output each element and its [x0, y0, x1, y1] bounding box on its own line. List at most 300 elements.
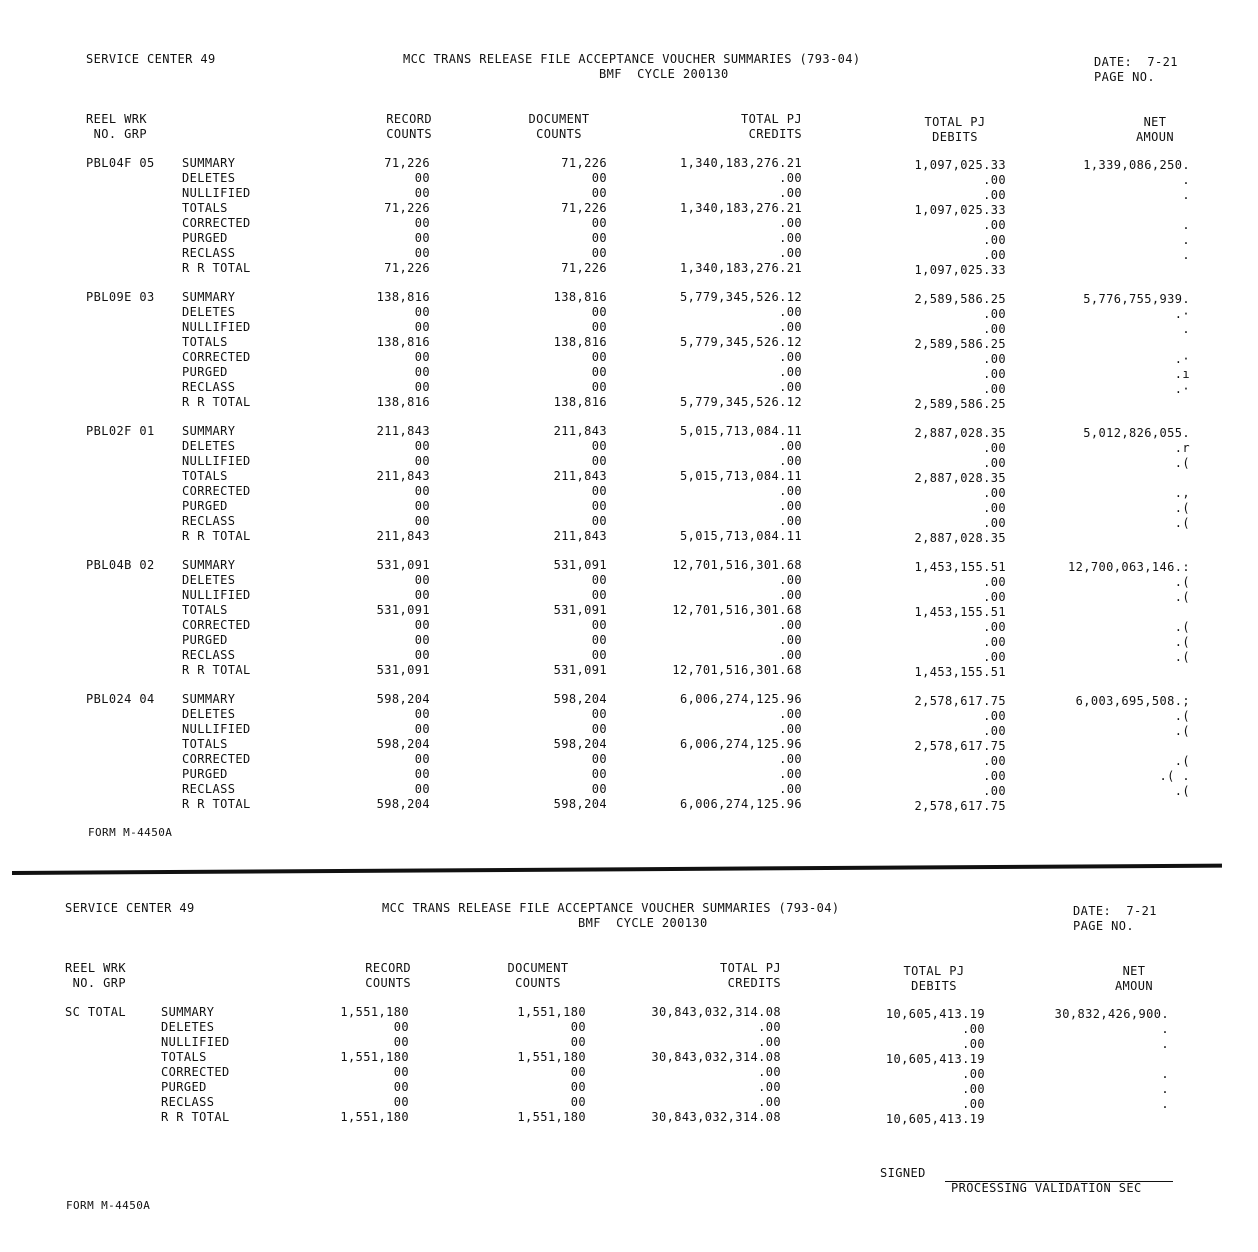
pj-debits: 1,097,025.33	[914, 263, 1006, 277]
document-count: 00	[570, 1095, 586, 1109]
column-header-net: AMOUN	[1135, 130, 1175, 144]
row-label: TOTALS	[182, 335, 228, 349]
report-subtitle: BMF CYCLE 200130	[578, 916, 708, 930]
record-count: 00	[414, 767, 430, 781]
document-count: 71,226	[561, 156, 607, 170]
net-amount: .	[1161, 1082, 1169, 1096]
pj-debits: 1,453,155.51	[914, 560, 1006, 574]
record-count: 1,551,180	[340, 1050, 409, 1064]
record-count: 00	[414, 752, 430, 766]
pj-debits: .00	[962, 1082, 985, 1096]
row-label: R R TOTAL	[182, 261, 251, 275]
row-label: CORRECTED	[182, 618, 251, 632]
pj-credits: 5,779,345,526.12	[680, 395, 802, 409]
net-amount: .r	[1174, 441, 1190, 455]
column-header-record: RECORD	[365, 961, 411, 975]
pj-credits: .00	[758, 1080, 781, 1094]
net-amount: .,	[1174, 486, 1190, 500]
pj-debits: .00	[962, 1037, 985, 1051]
document-count: 00	[591, 231, 607, 245]
report-title: MCC TRANS RELEASE FILE ACCEPTANCE VOUCHER SUMMARIES (793-04)	[403, 52, 861, 66]
pj-debits: 10,605,413.19	[885, 1112, 985, 1126]
pj-credits: .00	[779, 171, 802, 185]
pj-debits: 10,605,413.19	[885, 1052, 985, 1066]
net-amount: 30,832,426,900.	[1054, 1007, 1169, 1021]
pj-credits: 6,006,274,125.96	[680, 692, 802, 706]
document-count: 00	[570, 1080, 586, 1094]
column-header-debits: TOTAL PJ	[924, 115, 986, 129]
record-count: 1,551,180	[340, 1110, 409, 1124]
net-amount: .	[1161, 1097, 1169, 1111]
column-header-debits: DEBITS	[911, 979, 957, 993]
pj-credits: 5,015,713,084.11	[680, 469, 802, 483]
row-label: TOTALS	[182, 201, 228, 215]
pj-credits: .00	[779, 439, 802, 453]
row-label: CORRECTED	[182, 216, 251, 230]
signature-caption: PROCESSING VALIDATION SEC	[951, 1181, 1142, 1195]
record-count: 211,843	[376, 424, 430, 438]
pj-debits: 2,887,028.35	[914, 531, 1006, 545]
document-count: 00	[591, 722, 607, 736]
form-number: FORM M-4450A	[66, 1199, 151, 1212]
document-count: 00	[591, 216, 607, 230]
pj-credits: .00	[758, 1035, 781, 1049]
record-count: 598,204	[376, 737, 430, 751]
record-count: 00	[414, 365, 430, 379]
pj-credits: 12,701,516,301.68	[672, 663, 802, 677]
row-label: PURGED	[182, 231, 228, 245]
net-amount: .(	[1174, 650, 1190, 664]
document-count: 00	[591, 633, 607, 647]
net-amount: .(	[1174, 590, 1190, 604]
row-label: RECLASS	[182, 380, 236, 394]
record-count: 531,091	[376, 558, 430, 572]
pj-credits: .00	[758, 1095, 781, 1109]
pj-credits: 1,340,183,276.21	[680, 261, 802, 275]
row-label: TOTALS	[182, 737, 228, 751]
row-label: SUMMARY	[182, 692, 236, 706]
page-divider-rule	[12, 864, 1222, 875]
net-amount: .( .	[1159, 769, 1190, 783]
document-count: 598,204	[553, 797, 607, 811]
document-count: 00	[591, 320, 607, 334]
pj-credits: .00	[779, 454, 802, 468]
row-label: PURGED	[182, 633, 228, 647]
document-count: 00	[591, 588, 607, 602]
column-header-credits: CREDITS	[727, 976, 781, 990]
pj-debits: .00	[983, 352, 1006, 366]
pj-debits: .00	[983, 486, 1006, 500]
document-count: 211,843	[553, 424, 607, 438]
net-amount: .(	[1174, 709, 1190, 723]
row-label: DELETES	[182, 171, 236, 185]
column-header-record: COUNTS	[365, 976, 411, 990]
pj-debits: .00	[983, 322, 1006, 336]
row-label: DELETES	[161, 1020, 215, 1034]
page-number-label: PAGE NO.	[1094, 70, 1155, 84]
pj-debits: 2,578,617.75	[914, 694, 1006, 708]
net-amount: .(	[1174, 635, 1190, 649]
signed-label: SIGNED	[880, 1166, 926, 1180]
document-count: 531,091	[553, 663, 607, 677]
net-amount: .(	[1174, 754, 1190, 768]
report-title: MCC TRANS RELEASE FILE ACCEPTANCE VOUCHER SUMMARIES (793-04)	[382, 901, 840, 915]
pj-debits: 1,453,155.51	[914, 665, 1006, 679]
pj-debits: .00	[983, 650, 1006, 664]
row-label: NULLIFIED	[182, 454, 251, 468]
pj-debits: 2,887,028.35	[914, 471, 1006, 485]
pj-debits: .00	[983, 501, 1006, 515]
column-header-credits: TOTAL PJ	[720, 961, 781, 975]
pj-debits: 2,887,028.35	[914, 426, 1006, 440]
pj-debits: .00	[983, 307, 1006, 321]
pj-credits: .00	[779, 380, 802, 394]
pj-debits: 10,605,413.19	[885, 1007, 985, 1021]
pj-debits: .00	[983, 516, 1006, 530]
row-label: NULLIFIED	[182, 722, 251, 736]
row-label: RECLASS	[182, 246, 236, 260]
row-label: PURGED	[182, 365, 228, 379]
record-count: 00	[414, 484, 430, 498]
record-count: 00	[414, 648, 430, 662]
document-count: 00	[591, 499, 607, 513]
reel-work-group: SC TOTAL	[65, 1005, 126, 1019]
document-count: 598,204	[553, 692, 607, 706]
row-label: RECLASS	[182, 648, 236, 662]
document-count: 138,816	[553, 290, 607, 304]
column-header-debits: DEBITS	[932, 130, 978, 144]
column-header-document: COUNTS	[515, 976, 561, 990]
pj-credits: 5,015,713,084.11	[680, 424, 802, 438]
row-label: SUMMARY	[182, 156, 236, 170]
document-count: 138,816	[553, 395, 607, 409]
document-count: 00	[591, 365, 607, 379]
document-count: 00	[591, 186, 607, 200]
row-label: PURGED	[182, 499, 228, 513]
record-count: 71,226	[384, 261, 430, 275]
net-amount: .(	[1174, 620, 1190, 634]
document-count: 00	[591, 171, 607, 185]
pj-debits: .00	[962, 1022, 985, 1036]
document-count: 00	[591, 782, 607, 796]
pj-credits: .00	[779, 588, 802, 602]
pj-credits: .00	[758, 1065, 781, 1079]
pj-credits: 1,340,183,276.21	[680, 201, 802, 215]
pj-debits: .00	[983, 709, 1006, 723]
net-amount: 5,776,755,939.	[1083, 292, 1190, 306]
pj-credits: .00	[779, 216, 802, 230]
record-count: 00	[414, 350, 430, 364]
pj-debits: .00	[983, 590, 1006, 604]
row-label: CORRECTED	[182, 752, 251, 766]
pj-credits: 30,843,032,314.08	[651, 1110, 781, 1124]
net-amount: 5,012,826,055.	[1083, 426, 1190, 440]
pj-debits: .00	[983, 784, 1006, 798]
row-label: SUMMARY	[182, 558, 236, 572]
document-count: 00	[591, 752, 607, 766]
pj-credits: .00	[779, 305, 802, 319]
row-label: SUMMARY	[182, 290, 236, 304]
document-count: 00	[591, 618, 607, 632]
row-label: TOTALS	[182, 603, 228, 617]
document-count: 71,226	[561, 201, 607, 215]
net-amount: .(	[1174, 501, 1190, 515]
record-count: 598,204	[376, 797, 430, 811]
net-amount: .(	[1174, 724, 1190, 738]
form-number: FORM M-4450A	[88, 826, 173, 839]
pj-debits: .00	[983, 173, 1006, 187]
record-count: 00	[414, 171, 430, 185]
net-amount: .	[1182, 188, 1190, 202]
row-label: DELETES	[182, 439, 236, 453]
net-amount: .·	[1174, 382, 1190, 396]
pj-debits: 2,589,586.25	[914, 397, 1006, 411]
record-count: 138,816	[376, 335, 430, 349]
pj-credits: .00	[779, 722, 802, 736]
record-count: 00	[414, 380, 430, 394]
reel-work-group: PBL04F 05	[86, 156, 155, 170]
document-count: 00	[570, 1020, 586, 1034]
record-count: 138,816	[376, 395, 430, 409]
column-header-document: DOCUMENT	[528, 112, 590, 126]
record-count: 00	[414, 782, 430, 796]
record-count: 531,091	[376, 603, 430, 617]
document-count: 00	[570, 1035, 586, 1049]
pj-credits: .00	[779, 573, 802, 587]
document-count: 211,843	[553, 469, 607, 483]
column-header-debits: TOTAL PJ	[903, 964, 965, 978]
document-count: 00	[591, 648, 607, 662]
net-amount: .·	[1174, 352, 1190, 366]
pj-credits: .00	[779, 752, 802, 766]
pj-credits: .00	[779, 707, 802, 721]
row-label: RECLASS	[161, 1095, 215, 1109]
column-header-document: COUNTS	[536, 127, 582, 141]
row-label: NULLIFIED	[182, 588, 251, 602]
record-count: 00	[414, 499, 430, 513]
document-count: 00	[570, 1065, 586, 1079]
column-header-net: NET	[1143, 115, 1167, 129]
reel-work-group: PBL02F 01	[86, 424, 155, 438]
net-amount: .	[1182, 248, 1190, 262]
row-label: R R TOTAL	[182, 663, 251, 677]
pj-credits: 12,701,516,301.68	[672, 603, 802, 617]
pj-credits: .00	[779, 246, 802, 260]
net-amount: .(	[1174, 784, 1190, 798]
column-header-reel: NO. GRP	[86, 127, 147, 141]
pj-debits: 2,589,586.25	[914, 292, 1006, 306]
column-header-document: DOCUMENT	[507, 961, 569, 975]
pj-credits: 5,779,345,526.12	[680, 290, 802, 304]
column-header-net: AMOUN	[1114, 979, 1154, 993]
pj-credits: 1,340,183,276.21	[680, 156, 802, 170]
document-count: 00	[591, 484, 607, 498]
pj-credits: 6,006,274,125.96	[680, 737, 802, 751]
record-count: 00	[393, 1020, 409, 1034]
column-header-record: COUNTS	[386, 127, 432, 141]
reel-work-group: PBL09E 03	[86, 290, 155, 304]
column-header-net: NET	[1122, 964, 1146, 978]
document-count: 211,843	[553, 529, 607, 543]
record-count: 211,843	[376, 529, 430, 543]
record-count: 00	[414, 454, 430, 468]
pj-debits: .00	[983, 754, 1006, 768]
pj-credits: .00	[779, 365, 802, 379]
record-count: 00	[414, 186, 430, 200]
pj-credits: 12,701,516,301.68	[672, 558, 802, 572]
column-header-credits: TOTAL PJ	[741, 112, 802, 126]
pj-debits: 1,453,155.51	[914, 605, 1006, 619]
column-header-reel: NO. GRP	[65, 976, 126, 990]
document-count: 531,091	[553, 603, 607, 617]
record-count: 00	[414, 231, 430, 245]
record-count: 531,091	[376, 663, 430, 677]
record-count: 598,204	[376, 692, 430, 706]
record-count: 00	[414, 439, 430, 453]
net-amount: .	[1161, 1022, 1169, 1036]
row-label: RECLASS	[182, 514, 236, 528]
pj-credits: 30,843,032,314.08	[651, 1050, 781, 1064]
report-date: DATE: 7-21	[1094, 55, 1178, 69]
pj-debits: .00	[983, 218, 1006, 232]
column-header-reel: REEL WRK	[65, 961, 126, 975]
reel-work-group: PBL04B 02	[86, 558, 155, 572]
row-label: DELETES	[182, 707, 236, 721]
pj-credits: .00	[779, 633, 802, 647]
document-count: 1,551,180	[517, 1110, 586, 1124]
record-count: 00	[393, 1065, 409, 1079]
pj-debits: .00	[983, 441, 1006, 455]
pj-debits: .00	[983, 248, 1006, 262]
record-count: 00	[414, 588, 430, 602]
document-count: 598,204	[553, 737, 607, 751]
net-amount: .(	[1174, 516, 1190, 530]
column-header-record: RECORD	[386, 112, 432, 126]
pj-credits: .00	[779, 350, 802, 364]
net-amount: .	[1182, 322, 1190, 336]
pj-debits: .00	[983, 188, 1006, 202]
pj-debits: .00	[983, 635, 1006, 649]
net-amount: .·	[1174, 307, 1190, 321]
record-count: 71,226	[384, 201, 430, 215]
record-count: 00	[414, 246, 430, 260]
record-count: 138,816	[376, 290, 430, 304]
pj-debits: .00	[983, 233, 1006, 247]
row-label: PURGED	[182, 767, 228, 781]
pj-credits: .00	[779, 618, 802, 632]
pj-debits: 1,097,025.33	[914, 203, 1006, 217]
net-amount: 6,003,695,508.;	[1075, 694, 1190, 708]
record-count: 00	[414, 722, 430, 736]
net-amount: .	[1182, 173, 1190, 187]
net-amount: .ı	[1174, 367, 1190, 381]
pj-credits: .00	[779, 782, 802, 796]
document-count: 00	[591, 305, 607, 319]
row-label: R R TOTAL	[182, 395, 251, 409]
net-amount: .	[1182, 218, 1190, 232]
pj-credits: 6,006,274,125.96	[680, 797, 802, 811]
record-count: 00	[393, 1035, 409, 1049]
pj-credits: .00	[779, 484, 802, 498]
pj-credits: .00	[779, 320, 802, 334]
document-count: 00	[591, 350, 607, 364]
document-count: 00	[591, 439, 607, 453]
pj-debits: 2,578,617.75	[914, 739, 1006, 753]
document-count: 00	[591, 707, 607, 721]
pj-credits: .00	[779, 514, 802, 528]
document-count: 71,226	[561, 261, 607, 275]
pj-debits: .00	[962, 1067, 985, 1081]
record-count: 1,551,180	[340, 1005, 409, 1019]
record-count: 00	[414, 573, 430, 587]
row-label: DELETES	[182, 573, 236, 587]
pj-debits: 1,097,025.33	[914, 158, 1006, 172]
record-count: 00	[414, 305, 430, 319]
net-amount: .(	[1174, 575, 1190, 589]
pj-debits: 2,578,617.75	[914, 799, 1006, 813]
record-count: 00	[414, 514, 430, 528]
record-count: 71,226	[384, 156, 430, 170]
column-header-reel: REEL WRK	[86, 112, 147, 126]
record-count: 211,843	[376, 469, 430, 483]
record-count: 00	[393, 1080, 409, 1094]
service-center-label: SERVICE CENTER 49	[65, 901, 195, 915]
document-count: 1,551,180	[517, 1005, 586, 1019]
reel-work-group: PBL024 04	[86, 692, 155, 706]
row-label: CORRECTED	[161, 1065, 230, 1079]
service-center-label: SERVICE CENTER 49	[86, 52, 216, 66]
row-label: RECLASS	[182, 782, 236, 796]
document-count: 1,551,180	[517, 1050, 586, 1064]
record-count: 00	[414, 707, 430, 721]
document-count: 00	[591, 380, 607, 394]
row-label: SUMMARY	[161, 1005, 215, 1019]
pj-debits: .00	[983, 382, 1006, 396]
document-count: 00	[591, 514, 607, 528]
document-count: 138,816	[553, 335, 607, 349]
document-count: 531,091	[553, 558, 607, 572]
row-label: TOTALS	[182, 469, 228, 483]
row-label: TOTALS	[161, 1050, 207, 1064]
pj-credits: 5,779,345,526.12	[680, 335, 802, 349]
row-label: NULLIFIED	[182, 320, 251, 334]
row-label: CORRECTED	[182, 484, 251, 498]
record-count: 00	[414, 320, 430, 334]
net-amount: .	[1161, 1067, 1169, 1081]
row-label: DELETES	[182, 305, 236, 319]
net-amount: 1,339,086,250.	[1083, 158, 1190, 172]
pj-credits: .00	[779, 231, 802, 245]
pj-debits: .00	[983, 620, 1006, 634]
pj-credits: .00	[758, 1020, 781, 1034]
pj-debits: .00	[983, 724, 1006, 738]
net-amount: .	[1161, 1037, 1169, 1051]
net-amount: .	[1182, 233, 1190, 247]
document-count: 00	[591, 767, 607, 781]
document-count: 00	[591, 454, 607, 468]
report-subtitle: BMF CYCLE 200130	[599, 67, 729, 81]
page-number-label: PAGE NO.	[1073, 919, 1134, 933]
row-label: R R TOTAL	[161, 1110, 230, 1124]
record-count: 00	[393, 1095, 409, 1109]
document-count: 00	[591, 246, 607, 260]
record-count: 00	[414, 618, 430, 632]
net-amount: .(	[1174, 456, 1190, 470]
pj-credits: .00	[779, 648, 802, 662]
pj-debits: .00	[983, 575, 1006, 589]
record-count: 00	[414, 216, 430, 230]
pj-debits: .00	[983, 367, 1006, 381]
